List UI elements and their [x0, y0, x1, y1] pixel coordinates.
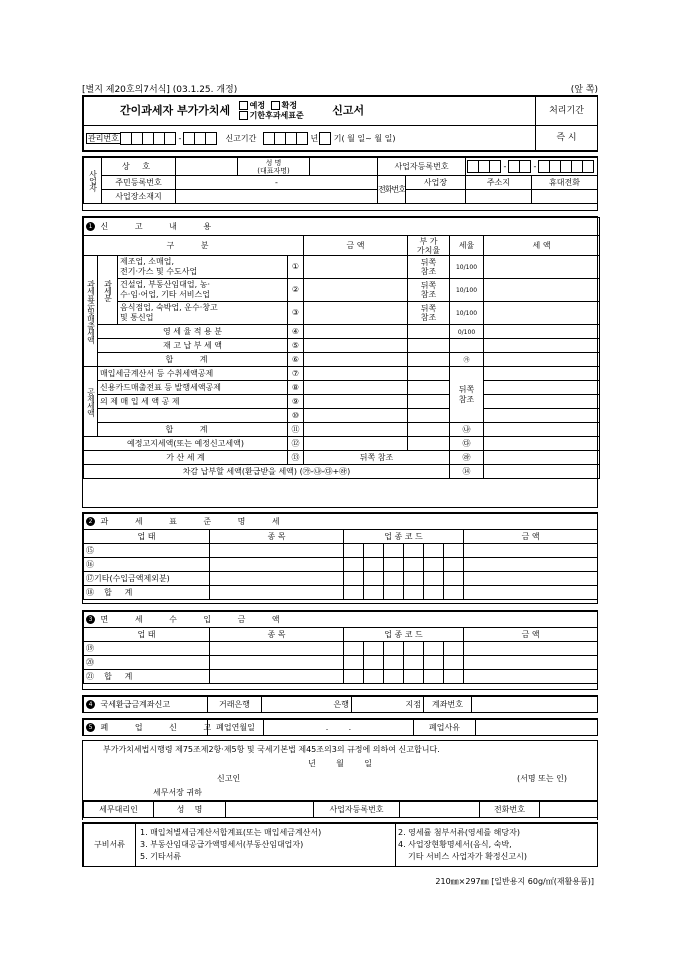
row-amount[interactable]	[464, 670, 598, 684]
col-tax: 세 액	[484, 236, 600, 256]
row-amount[interactable]	[464, 572, 598, 586]
addressee: 세무서장 귀하	[153, 788, 202, 797]
section4-num: 4	[86, 700, 95, 709]
prelim-notice-label: 예정고지세액(또는 예정신고세액)	[84, 437, 288, 451]
row-no: ⑬	[288, 451, 304, 465]
section2-num: 2	[86, 517, 95, 526]
rrn-field[interactable]: -	[176, 176, 378, 190]
filer-label: 신고인	[217, 774, 241, 783]
bizno-label: 사업자등록번호	[378, 158, 466, 176]
rrn-label: 주민등록번호	[102, 176, 176, 190]
final-checkbox[interactable]	[271, 101, 280, 110]
report-label: 신고서	[332, 103, 365, 117]
amount-field[interactable]	[304, 395, 408, 409]
form-header-line	[82, 82, 598, 95]
deduct-label: 신용카드매출전표 등 발행세액공제	[98, 381, 288, 395]
attachments-block	[82, 822, 598, 867]
deduct-label: 의 제 매 입 세 액 공 제	[98, 395, 288, 409]
col-item: 종 목	[210, 530, 344, 544]
amount-field[interactable]	[304, 409, 408, 423]
table-row	[84, 642, 598, 656]
account-label: 계좌번호	[424, 697, 472, 713]
deduct-label: 매입세금계산서 등 수취세액공제	[98, 367, 288, 381]
row-total: ⑱ 합 계	[84, 586, 210, 600]
code-box[interactable]	[344, 572, 364, 586]
period-term: 기( 월 일~ 월 일)	[333, 133, 396, 143]
group-deduct: 공제세액	[84, 367, 98, 437]
tax-field[interactable]	[484, 302, 600, 325]
phone-home-label: 주소지	[466, 176, 532, 190]
row-restaurant-label: 음식점업, 숙박업, 운수·창고 및 통신업	[118, 302, 288, 325]
agent-bizno-field[interactable]	[400, 802, 480, 818]
ref-text: 뒤쪽 참조	[408, 302, 450, 325]
final-label: 확정	[281, 101, 298, 110]
group-tax: 과세분	[98, 256, 118, 325]
biz-name-field[interactable]	[176, 158, 238, 176]
code-box[interactable]	[444, 544, 464, 558]
addr-label: 사업장소재지	[102, 190, 176, 204]
term-box[interactable]	[319, 132, 331, 145]
agent-phone-field[interactable]	[540, 802, 598, 818]
code-box[interactable]	[444, 558, 464, 572]
mark: ㉰	[450, 437, 484, 451]
row-item[interactable]	[210, 558, 344, 572]
inventory-label: 재 고 납 부 세 액	[98, 339, 288, 353]
closure-date-label: 폐업연월일	[208, 720, 264, 736]
phone-label: 전화번호	[378, 176, 406, 204]
mgmt-no-label: 관리번호	[88, 133, 119, 143]
period-label: 신고기간	[225, 133, 257, 143]
form-title: 간이과세자 부가가치세	[120, 103, 231, 117]
bizno-field[interactable]: - -	[466, 158, 598, 176]
tax-field[interactable]	[484, 367, 600, 381]
table-row	[84, 670, 598, 684]
bank-field[interactable]: 은행	[262, 697, 352, 713]
row-total: ㉑ 합 계	[84, 670, 210, 684]
row-type[interactable]: ⑲	[84, 642, 210, 656]
subtotal-label: 합 계	[98, 353, 288, 367]
row-type[interactable]: ⑳	[84, 656, 210, 670]
prelim-label: 예정	[249, 101, 266, 110]
row-no: ①	[288, 256, 304, 279]
phone-office-label: 사업장	[406, 176, 466, 190]
code-box[interactable]	[424, 572, 444, 586]
code-box[interactable]	[364, 544, 384, 558]
code-box[interactable]	[444, 642, 464, 656]
tax-field[interactable]	[484, 381, 600, 395]
table-row	[84, 544, 598, 558]
row-no: ⑨	[288, 395, 304, 409]
agent-phone-label: 전화번호	[480, 802, 540, 818]
tax-field[interactable]	[484, 437, 600, 451]
code-box[interactable]	[424, 544, 444, 558]
proc-period-label: 처리기간	[536, 97, 598, 126]
row-no: ④	[288, 325, 304, 339]
code-box[interactable]	[364, 642, 384, 656]
section-closure	[82, 718, 598, 736]
col-type: 업 태	[84, 628, 210, 642]
tax-field[interactable]	[484, 279, 600, 302]
row-item[interactable]	[210, 572, 344, 586]
col-code: 업 종 코 드	[344, 628, 464, 642]
section-exempt-income	[82, 610, 598, 690]
section-refund-account	[82, 695, 598, 713]
declaration-date[interactable]: 년 월 일	[308, 759, 372, 768]
code-box[interactable]	[364, 656, 384, 670]
row-no: ③	[288, 302, 304, 325]
rep-name-field[interactable]	[310, 158, 378, 176]
code-box[interactable]	[344, 656, 364, 670]
phone-mobile-field[interactable]	[532, 190, 598, 204]
row-type[interactable]: ⑯	[84, 558, 210, 572]
row-manufacture-label: 제조업, 소매업, 전기·가스 및 수도사업	[118, 256, 288, 279]
title-block	[82, 95, 598, 152]
section3-header	[84, 612, 598, 628]
row-no: ⑪	[288, 423, 304, 437]
row-no: ⑥	[288, 353, 304, 367]
row-no: ⑫	[288, 437, 304, 451]
attachment-item: 1. 매입처별세금계산서합계표(또는 매입세금계산서)	[140, 828, 322, 837]
code-box[interactable]	[364, 572, 384, 586]
col-amount: 금 액	[304, 236, 408, 256]
title-cell	[84, 97, 536, 126]
table-row	[84, 558, 598, 572]
col-item: 종 목	[210, 628, 344, 642]
tax-field[interactable]	[484, 451, 600, 465]
code-box[interactable]	[344, 544, 364, 558]
row-no: ⑦	[288, 367, 304, 381]
phone-office-field[interactable]	[406, 190, 466, 204]
code-box[interactable]	[384, 544, 404, 558]
ref-text: 뒤쪽 참조	[408, 256, 450, 279]
branch-field[interactable]: 지점	[352, 697, 424, 713]
row-amount[interactable]	[464, 544, 598, 558]
row-no: ⑧	[288, 381, 304, 395]
sign-label: (서명 또는 인)	[517, 774, 567, 783]
section5-title: 폐 업 신 고	[100, 722, 224, 732]
col-amount: 금 액	[464, 628, 598, 642]
row-amount[interactable]	[464, 558, 598, 572]
section2-header	[84, 514, 598, 530]
section1-title: 신 고 내 용	[100, 221, 224, 231]
attachments-list-left	[136, 824, 396, 867]
bizno-box[interactable]	[519, 160, 531, 173]
mark: ㉱	[450, 451, 484, 465]
attachments-list-right	[396, 824, 598, 867]
col-vat-rate: 부 가 가치율	[408, 236, 450, 256]
amount-field[interactable]	[304, 256, 408, 279]
tax-field[interactable]	[484, 353, 600, 367]
amount-field[interactable]	[304, 367, 408, 381]
mgmt-period-row: 관리번호 - 신고기간 년 기( 월 일~ 월 일)	[84, 126, 536, 151]
ref-text: 뒤쪽 참조	[408, 279, 450, 302]
row-no: ⑩	[288, 409, 304, 423]
amount-field[interactable]	[304, 302, 408, 325]
late-checkbox[interactable]	[239, 111, 248, 120]
year-box[interactable]	[296, 132, 308, 145]
section-report-contents	[82, 216, 598, 508]
table-row	[84, 572, 598, 586]
amount-field[interactable]	[304, 325, 408, 339]
code-box[interactable]	[424, 558, 444, 572]
code-box[interactable]	[404, 558, 424, 572]
phone-home-field[interactable]	[466, 190, 532, 204]
mgmt-box[interactable]	[164, 132, 176, 145]
late-label: 기한후과세표준	[249, 111, 304, 120]
code-box[interactable]	[344, 558, 364, 572]
phone-mobile-label: 휴대전화	[532, 176, 598, 190]
row-item[interactable]	[210, 656, 344, 670]
code-box[interactable]	[384, 558, 404, 572]
code-box[interactable]	[364, 558, 384, 572]
declaration-statement: 부가가치세법시행령 제75조제2항·제5항 및 국세기본법 제45조의3의 규정에 의하여 신고합니다.	[103, 745, 440, 754]
agent-label: 세무대리인	[84, 802, 154, 818]
closure-reason-label: 폐업사유	[414, 720, 476, 736]
deduct-total-label: 합 계	[98, 423, 288, 437]
attachment-item: 기타 서비스 사업자가 확정신고시)	[408, 852, 527, 861]
code-box[interactable]	[384, 642, 404, 656]
col-type: 업 태	[84, 530, 210, 544]
row-type[interactable]: ⑮	[84, 544, 210, 558]
section3-num: 3	[86, 615, 95, 624]
mark: ㉮	[463, 356, 470, 364]
form-number: [별지 제20호의7서식] (03.1.25. 개정)	[82, 85, 238, 95]
section4-header	[84, 697, 208, 713]
table-row	[84, 656, 598, 670]
agent-name-label: 성 명	[154, 802, 226, 818]
period-year: 년	[310, 133, 319, 143]
code-box[interactable]	[424, 656, 444, 670]
tax-field[interactable]	[484, 325, 600, 339]
row-no: ②	[288, 279, 304, 302]
code-box[interactable]	[444, 572, 464, 586]
row-amount[interactable]	[464, 656, 598, 670]
page-side: (앞 쪽)	[570, 85, 598, 95]
amount-field[interactable]	[304, 279, 408, 302]
row-amount[interactable]	[464, 642, 598, 656]
section4-title: 국세환급금계좌신고	[100, 699, 171, 709]
code-box[interactable]	[384, 572, 404, 586]
rate-value: 10/100	[455, 287, 478, 294]
col-amount: 금 액	[464, 530, 598, 544]
business-block	[82, 156, 598, 211]
group-taxbase: 과세표준및매출세액	[84, 256, 98, 367]
zero-rate-label: 영 세 율 적 용 분	[98, 325, 288, 339]
section3-title: 면 세 수 입 금 액	[100, 614, 292, 624]
col-rate: 세율	[450, 236, 484, 256]
section2-title: 과 세 표 준 명 세	[100, 516, 292, 526]
paper-note: 210㎜×297㎜ [일반용지 60g/㎡(재활용품)]	[435, 877, 594, 886]
amount-field[interactable]	[304, 381, 408, 395]
attachments-label: 구비서류	[84, 824, 136, 867]
code-box[interactable]	[404, 544, 424, 558]
section1-num: 1	[86, 222, 95, 231]
attachment-item: 2. 영세률 첨부서류(영세를 해당자)	[398, 828, 520, 837]
closure-reason-field[interactable]	[476, 720, 598, 736]
account-field[interactable]	[472, 697, 598, 713]
section-taxbase-detail	[82, 512, 598, 604]
rate-value: 10/100	[455, 264, 478, 271]
row-type[interactable]: ⑰기타(수입금액제외분)	[84, 572, 210, 586]
table-row	[84, 586, 598, 600]
section5-num: 5	[86, 723, 95, 732]
row-amount[interactable]	[464, 586, 598, 600]
tax-field[interactable]	[484, 423, 600, 437]
attachment-item: 3. 부동산임대공급가액명세서(부동산임대업자)	[140, 840, 304, 849]
mgmt-box[interactable]	[205, 132, 217, 145]
row-no: ⑭	[450, 465, 484, 479]
row-no: ⑤	[288, 339, 304, 353]
penalty-label: 가 산 세 계	[84, 451, 288, 465]
business-side-label: 사업자	[84, 158, 102, 204]
ref-text: 뒤쪽 참조	[450, 367, 484, 423]
row-construction-label: 건설업, 부동산임대업, 농· 수·임·어업, 기타 서비스업	[118, 279, 288, 302]
code-box[interactable]	[344, 642, 364, 656]
section1-header	[84, 218, 600, 236]
code-box[interactable]	[384, 656, 404, 670]
penalty-ref: 뒤쪽 참조	[304, 451, 450, 465]
rate-value: 10/100	[455, 310, 478, 317]
biz-name-label: 상 호	[102, 158, 176, 176]
code-box[interactable]	[424, 642, 444, 656]
tax-field[interactable]	[484, 339, 600, 353]
prelim-checkbox[interactable]	[239, 101, 248, 110]
bank-label: 거래은행	[208, 697, 262, 713]
code-box[interactable]	[404, 572, 424, 586]
agent-bizno-label: 사업자등록번호	[314, 802, 400, 818]
net-tax-field[interactable]	[484, 465, 600, 479]
tax-field[interactable]	[484, 256, 600, 279]
col-code: 업 종 코 드	[344, 530, 464, 544]
attachment-item: 5. 기타서류	[140, 852, 182, 861]
addr-field[interactable]	[176, 190, 378, 204]
code-box[interactable]	[404, 656, 424, 670]
bizno-box[interactable]	[582, 160, 594, 173]
proc-period-value: 즉 시	[536, 126, 598, 151]
code-box[interactable]	[404, 642, 424, 656]
net-tax-label: 차감 납부할 세액(환급받을 세액) (㉮-㉯-㉰+㉱)	[84, 465, 450, 479]
row-item[interactable]	[210, 544, 344, 558]
section5-header	[84, 720, 224, 736]
rate-value: 0/100	[457, 328, 476, 336]
attachment-item: 4. 사업장현황명세서(음식, 숙박,	[398, 840, 512, 849]
closure-date-field[interactable]: . .	[264, 720, 414, 736]
bizno-box[interactable]	[489, 160, 501, 173]
agent-block	[82, 800, 598, 818]
agent-name-field[interactable]	[226, 802, 314, 818]
row-item[interactable]	[210, 642, 344, 656]
code-box[interactable]	[444, 656, 464, 670]
col-div: 구 분	[84, 236, 304, 256]
deduct-label	[98, 409, 288, 423]
mark: ㉯	[450, 423, 484, 437]
rep-name-label: 성 명 (대표자명)	[238, 158, 310, 176]
tax-field[interactable]	[484, 395, 600, 409]
tax-field[interactable]	[484, 409, 600, 423]
